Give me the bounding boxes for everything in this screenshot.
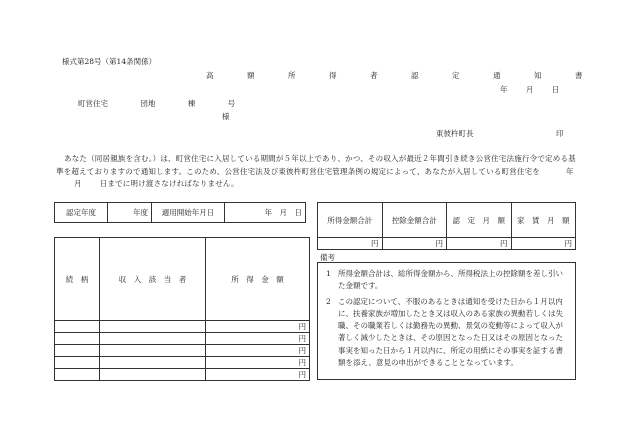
table-row — [55, 333, 310, 345]
date-month: 月 — [525, 85, 534, 94]
relationship-cell[interactable] — [55, 345, 100, 357]
income-amount-cell[interactable]: 円 — [206, 357, 310, 369]
table-row — [55, 345, 310, 357]
notice-body — [56, 153, 576, 191]
start-date-label: 適用開始年月日 — [152, 203, 225, 223]
total-income-cell[interactable]: 円 — [318, 238, 383, 250]
total-deduction-cell[interactable]: 円 — [382, 238, 447, 250]
total-income-header: 所得金額合計 — [318, 203, 383, 238]
earner-cell[interactable] — [100, 369, 206, 381]
housing-label: 町営住宅 — [78, 99, 108, 108]
complex-label: 団地 — [140, 99, 156, 108]
notes-box — [317, 262, 576, 380]
building-label: 棟 — [187, 99, 196, 108]
seal-mark: 印 — [556, 129, 564, 138]
income-persons-table — [54, 237, 310, 381]
certification-table — [54, 202, 306, 223]
note-number: 1 — [326, 269, 331, 278]
income-amount-cell[interactable]: 円 — [206, 345, 310, 357]
form-number: 様式第28号（第14条関係） — [62, 57, 157, 66]
earner-cell[interactable] — [100, 357, 206, 369]
issuer-name: 東彼杵町長 — [436, 129, 474, 138]
note-item — [326, 268, 567, 293]
income-amount-cell[interactable]: 円 — [206, 369, 310, 381]
earner-cell[interactable] — [100, 321, 206, 333]
relationship-header: 続 柄 — [55, 238, 100, 321]
total-deduction-header: 控除金額合計 — [382, 203, 447, 238]
note-number: 2 — [326, 296, 331, 306]
body-year: 年 — [566, 166, 574, 176]
unit-label: 号 — [227, 99, 236, 108]
notes-label: 備考 — [320, 253, 335, 262]
recipient-honorific: 様 — [222, 112, 230, 121]
relationship-cell[interactable] — [55, 333, 100, 345]
date-year: 年 — [500, 85, 508, 94]
fiscal-year-label: 認定年度 — [55, 203, 108, 223]
monthly-rent-cell[interactable]: 円 — [511, 238, 576, 250]
relationship-cell[interactable] — [55, 369, 100, 381]
relationship-cell[interactable] — [55, 357, 100, 369]
table-row — [55, 357, 310, 369]
income-amount-cell[interactable]: 円 — [206, 333, 310, 345]
body-line2: 日までに明け渡さなければなりません。 — [99, 179, 239, 188]
body-line1: あなた（同居親族を含む。）は、町営住宅に入居している期間が５年以上であり、かつ、その収入が最近２年間引き続き公営住宅法施行令で定める基準を超えておりますので通知します。このため、公営住宅法及び東彼杵町営住宅管理条例の規定によって、あなたが入居している町営住宅を — [56, 154, 576, 176]
relationship-cell[interactable] — [55, 321, 100, 333]
issue-date — [500, 86, 575, 94]
note-item — [326, 296, 567, 370]
note-text: 所得金額合計は、総所得金額から、所得税法上の控除額を差し引いた金額です。 — [338, 269, 563, 291]
table-row — [55, 369, 310, 381]
earner-cell[interactable] — [100, 345, 206, 357]
date-day: 日 — [551, 85, 560, 94]
earner-header: 収 入 該 当 者 — [100, 238, 206, 321]
table-row — [55, 321, 310, 333]
income-amount-header: 所 得 金 額 — [206, 238, 310, 321]
monthly-rent-header: 家 賃 月 額 — [511, 203, 576, 238]
document-title: 高 額 所 得 者 認 定 通 知 書 — [206, 71, 596, 80]
amounts-table — [317, 202, 576, 250]
start-date-value[interactable]: 年 月 日 — [225, 203, 306, 223]
fiscal-year-value[interactable]: 年度 — [108, 203, 152, 223]
certified-monthly-cell[interactable]: 円 — [447, 238, 512, 250]
recipient-address — [78, 100, 265, 108]
body-month: 月 — [74, 179, 82, 188]
earner-cell[interactable] — [100, 333, 206, 345]
income-amount-cell[interactable]: 円 — [206, 321, 310, 333]
certified-monthly-header: 認 定 月 額 — [447, 203, 512, 238]
note-text: この認定について、不服のあるときは通知を受けた日から１月以内に、扶養家族が増加したとき又は収入のある家族の異動若しくは失職、その職業若しくは勤務先の異動、景気の変動等によって収入が著しく減少したときは、その原因となった日又はその原因となった事実を知った日から１月以内に、所定の用紙にその事実を証する書類を添え、意見の申出ができることとなっています。 — [338, 296, 563, 368]
